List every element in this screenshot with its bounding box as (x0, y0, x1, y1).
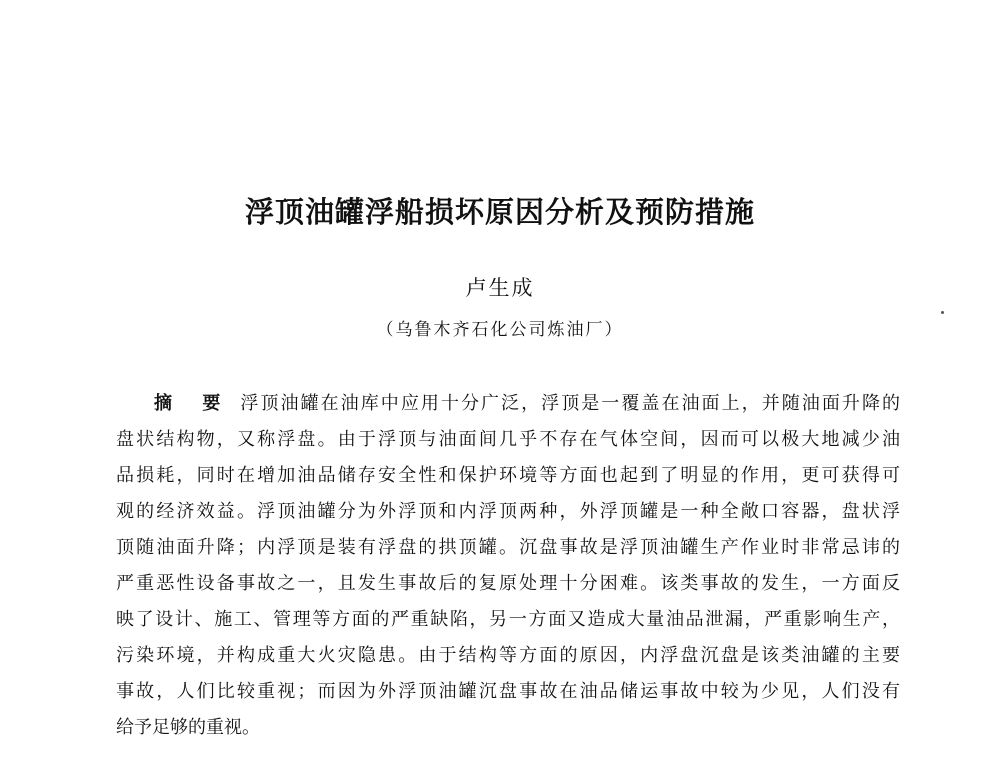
author-affiliation: （乌鲁木齐石化公司炼油厂） (376, 320, 624, 340)
paper-title: 浮顶油罐浮船损坏原因分析及预防措施 (244, 195, 755, 229)
abstract-line: 严重恶性设备事故之一，且发生事故后的复原处理十分困难。该类事故的发生，一方面反 (116, 573, 900, 594)
abstract-label: 摘 要 (154, 393, 233, 414)
abstract-line: 事故，人们比较重视；而因为外浮顶油罐沉盘事故在油品储运事故中较为少见，人们没有 (116, 681, 900, 702)
abstract-line: 品损耗，同时在增加油品储存安全性和保护环境等方面也起到了明显的作用，更可获得可 (116, 465, 900, 486)
abstract-block (116, 386, 900, 746)
abstract-line: 顶随油面升降；内浮顶是装有浮盘的拱顶罐。沉盘事故是浮顶油罐生产作业时非常忌讳的 (116, 537, 900, 558)
abstract-line: 给予足够的重视。 (116, 717, 260, 738)
scan-speck (941, 311, 944, 314)
abstract-line: 盘状结构物，又称浮盘。由于浮顶与油面间几乎不存在气体空间，因而可以极大地减少油 (116, 429, 900, 450)
abstract-line (116, 386, 900, 422)
abstract-line: 污染环境，并构成重大火灾隐患。由于结构等方面的原因，内浮盘沉盘是该类油罐的主要 (116, 645, 900, 666)
author-name: 卢生成 (465, 276, 535, 300)
abstract-line: 观的经济效益。浮顶油罐分为外浮顶和内浮顶两种，外浮顶罐是一种全敞口容器，盘状浮 (116, 501, 900, 522)
abstract-line: 映了设计、施工、管理等方面的严重缺陷，另一方面又造成大量油品泄漏，严重影响生产， (116, 609, 900, 630)
abstract-line-text: 浮顶油罐在油库中应用十分广泛，浮顶是一覆盖在油面上，并随油面升降的 (240, 393, 900, 414)
